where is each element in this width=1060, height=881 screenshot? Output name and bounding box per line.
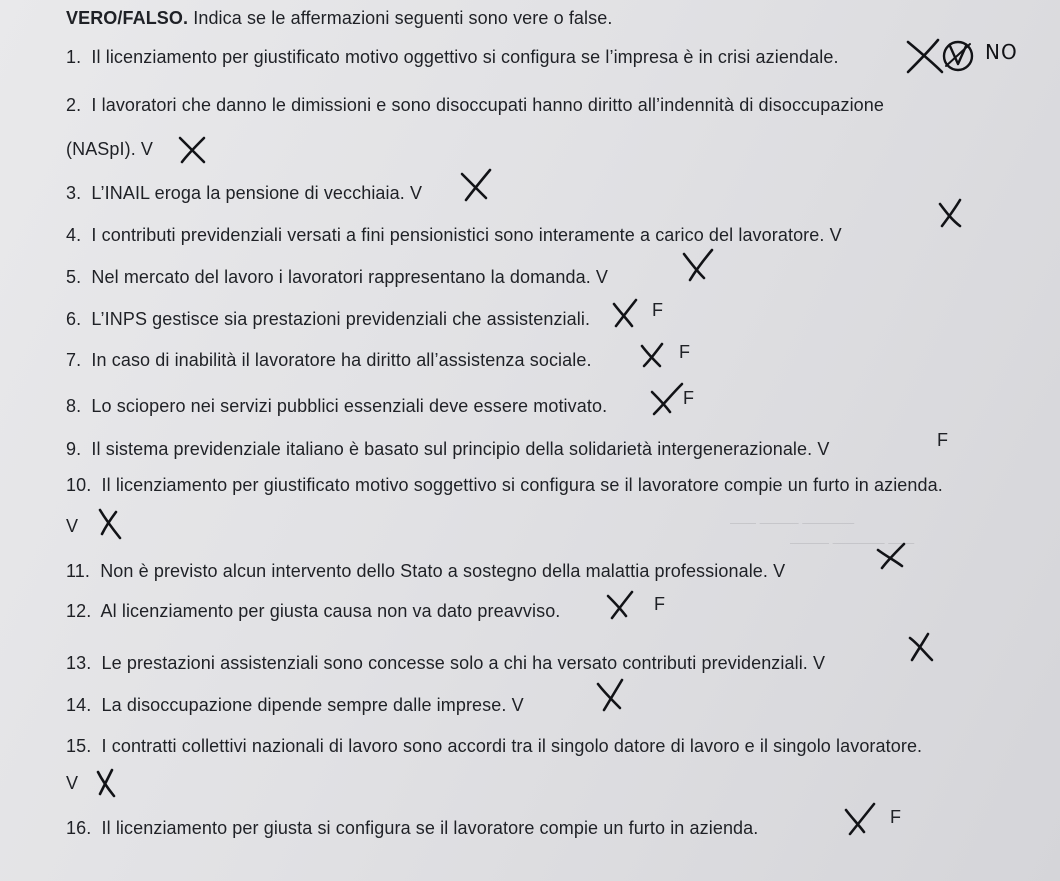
cross-mark-icon	[174, 132, 214, 168]
statement-number: 16.	[66, 818, 92, 838]
statement-text: I lavoratori che danno le dimissioni e sono disoccupati hanno diritto all’indennità di disoccupazione	[91, 95, 885, 115]
statement-9	[66, 438, 829, 460]
statement-number: 1.	[66, 47, 82, 67]
statement-number: 3.	[66, 183, 82, 203]
statement-text: L’INPS gestisce sia prestazioni previdenziali che assistenziali.	[91, 309, 591, 329]
statement-10	[66, 474, 943, 496]
circled-v-icon	[938, 36, 978, 76]
option-f: F	[890, 807, 902, 827]
statement-text: Nel mercato del lavoro i lavoratori rappresentano la domanda. V	[91, 267, 608, 287]
statement-number: 13.	[66, 653, 92, 673]
statement-8	[66, 395, 607, 417]
statement-number: 11.	[66, 561, 90, 581]
cross-mark-icon	[904, 630, 940, 666]
show-through-text: ——— ———— ——	[790, 535, 915, 550]
statement-number: 5.	[66, 267, 82, 287]
statement-text: Il licenziamento per giustificato motivo soggettivo si configura se il lavoratore compie un furto in azienda.	[101, 475, 943, 495]
statement-2	[66, 94, 884, 116]
statement-4	[66, 224, 842, 246]
statement-2-continuation: (NASpI). V	[66, 139, 154, 159]
statement-text: In caso di inabilità il lavoratore ha diritto all’assistenza sociale.	[91, 350, 592, 370]
statement-12	[66, 600, 560, 622]
statement-number: 15.	[66, 736, 92, 756]
statement-text: I contributi previdenziali versati a fini pensionistici sono interamente a carico del lavoratore. V	[91, 225, 842, 245]
statement-6	[66, 308, 590, 330]
statement-number: 7.	[66, 350, 82, 370]
cross-mark-icon	[456, 166, 498, 206]
statement-text: Non è previsto alcun intervento dello Stato a sostegno della malattia professionale. V	[100, 561, 786, 581]
statement-10-continuation: V	[66, 516, 79, 536]
option-f: F	[652, 300, 664, 320]
cross-mark-icon	[94, 504, 130, 544]
option-f: F	[679, 342, 691, 362]
cross-mark-icon	[602, 588, 640, 622]
statement-text: Le prestazioni assistenziali sono concesse solo a chi ha versato contributi previdenziali. V	[101, 653, 826, 673]
exercise-title-bold: VERO/FALSO.	[66, 8, 189, 28]
statement-11	[66, 560, 785, 582]
option-f: F	[683, 388, 695, 408]
cross-mark-icon	[646, 380, 688, 420]
statement-number: 9.	[66, 439, 82, 459]
exercise-title-instructions: Indica se le affermazioni seguenti sono vere o false.	[188, 8, 613, 28]
statement-text: Lo sciopero nei servizi pubblici essenziali deve essere motivato.	[91, 396, 608, 416]
cross-mark-icon	[90, 766, 124, 802]
statement-text: L’INAIL eroga la pensione di vecchiaia. V	[91, 183, 423, 203]
statement-text: I contratti collettivi nazionali di lavoro sono accordi tra il singolo datore di lavoro e il singolo lavoratore.	[101, 736, 923, 756]
cross-mark-icon	[840, 800, 880, 838]
statement-5	[66, 266, 608, 288]
statement-text: Il licenziamento per giusta si configura se il lavoratore compie un furto in azienda.	[101, 818, 759, 838]
statement-number: 14.	[66, 695, 92, 715]
cross-mark-icon	[872, 540, 912, 574]
statement-text: Il licenziamento per giustificato motivo oggettivo si configura se l’impresa è in crisi aziendale.	[91, 47, 839, 67]
cross-mark-icon	[608, 296, 644, 332]
cross-mark-icon	[592, 676, 632, 716]
statement-16	[66, 817, 758, 839]
statement-number: 10.	[66, 475, 92, 495]
statement-13	[66, 652, 825, 674]
exercise-title	[66, 7, 612, 29]
statement-7	[66, 349, 592, 371]
statement-number: 12.	[66, 601, 92, 621]
option-f: F	[937, 430, 949, 450]
cross-mark-icon	[934, 196, 970, 232]
statement-number: 6.	[66, 309, 82, 329]
statement-15-continuation: V	[66, 773, 79, 793]
option-f: F	[654, 594, 666, 614]
statement-number: 8.	[66, 396, 82, 416]
show-through-text: —— ——— ————	[730, 515, 855, 530]
statement-15	[66, 735, 922, 757]
statement-14	[66, 694, 524, 716]
statement-number: 2.	[66, 95, 82, 115]
cross-mark-icon	[678, 246, 718, 286]
statement-text: Il sistema previdenziale italiano è basato sul principio della solidarietà intergenerazionale. V	[91, 439, 830, 459]
cross-mark-icon	[636, 338, 672, 372]
statement-text: La disoccupazione dipende sempre dalle imprese. V	[101, 695, 524, 715]
statement-number: 4.	[66, 225, 82, 245]
handwritten-no-note: NO	[985, 40, 1018, 64]
statement-text: Al licenziamento per giusta causa non va dato preavviso.	[100, 601, 561, 621]
statement-1	[66, 46, 839, 68]
statement-3	[66, 182, 422, 204]
